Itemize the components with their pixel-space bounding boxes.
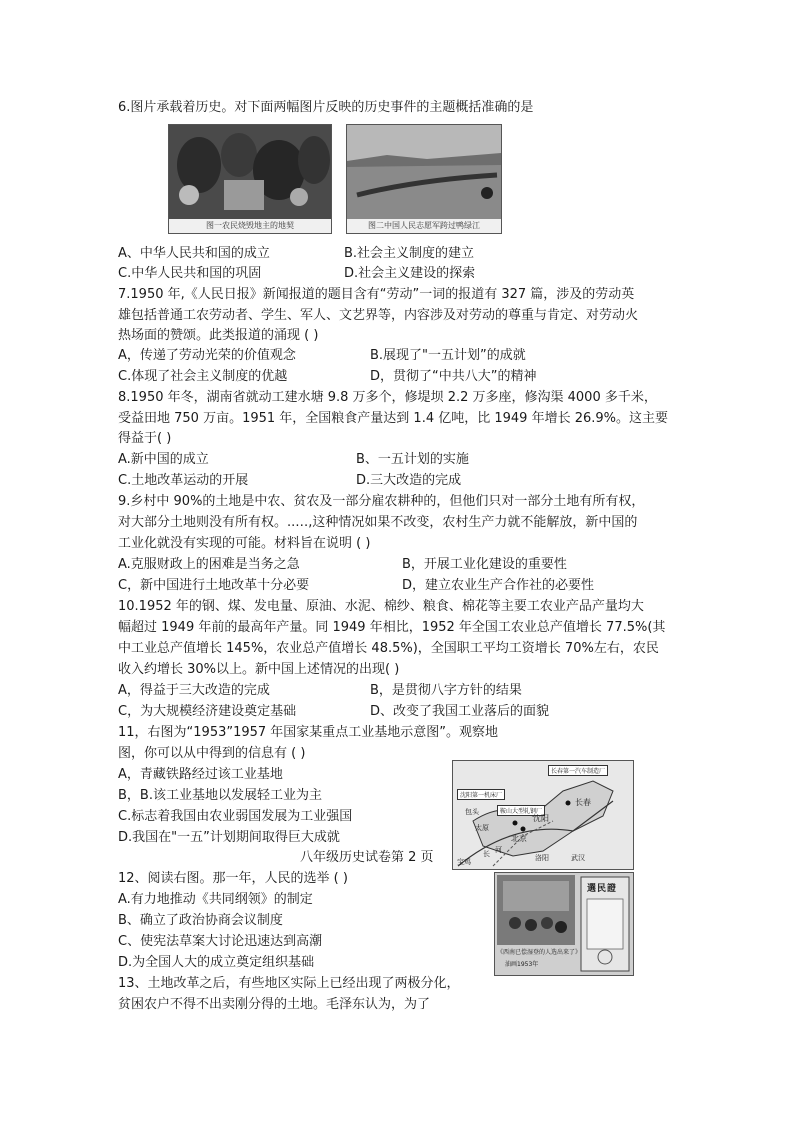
river-bridge-image xyxy=(347,125,501,233)
industrial-base-map xyxy=(452,760,634,870)
map-label-wuhan: 武汉 xyxy=(571,854,585,862)
q10-line3: 中工业总产值增长 145%，农业总产值增长 48.5%)，全国职工平均工资增长 70%左右，农民 xyxy=(118,641,659,656)
q7-option-b[interactable]: B.展现了"一五计划”的成就 xyxy=(370,348,526,363)
q7-line1: 7.1950 年,《人民日报》新闻报道的题目含有“劳动”一词的报道有 327 篇，涉及的劳动英 xyxy=(118,287,635,302)
q9-line3: 工业化就没有实现的可能。材料旨在说明 ( ) xyxy=(118,536,371,551)
q9-option-c[interactable]: C，新中国进行土地改革十分必要 xyxy=(118,578,310,593)
map-label-luoyang: 洛阳 xyxy=(535,854,549,862)
q10-line1: 10.1952 年的钢、煤、发电量、原油、水泥、棉纱、粮食、棉花等主要工农业产品产量均大 xyxy=(118,599,644,614)
q11-line1: 11，右图为“1953”1957 年国家某重点工业基地示意图”。观察地 xyxy=(118,725,499,740)
q10-option-a[interactable]: A，得益于三大改造的完成 xyxy=(118,683,270,698)
q9-option-d[interactable]: D，建立农业生产合作社的必要性 xyxy=(402,578,595,593)
q12-line1: 12、阅读右图。那一年，人民的选举 ( ) xyxy=(118,871,348,886)
painting-caption: 《西南已偿湿登的人选出来了》 xyxy=(497,949,582,956)
q10-line4: 收入约增长 30%以上。新中国上述情况的出现( ) xyxy=(118,662,400,677)
map-label-chang: 长 xyxy=(483,850,490,858)
map-label-shenyang-machine: 沈阳第一机床厂 xyxy=(457,789,505,800)
q11-option-d[interactable]: D.我国在"一五”计划期间取得巨大成就 xyxy=(118,830,340,845)
q8-option-d[interactable]: D.三大改造的完成 xyxy=(356,473,462,488)
q8-option-c[interactable]: C.土地改革运动的开展 xyxy=(118,473,249,488)
q7-option-a[interactable]: A，传递了劳动光荣的价值观念 xyxy=(118,348,296,363)
q10-option-c[interactable]: C，为大规模经济建设奠定基础 xyxy=(118,704,297,719)
election-image xyxy=(494,872,634,976)
q9-line2: 对大部分土地则没有所有权。..…,这种情况如果不改变，农村生产力就不能解放，新中国的 xyxy=(118,515,638,530)
q8-line2: 受益田地 750 万亩。1951 年，全国粮食产量达到 1.4 亿吨，比 1949 年增长 26.9%。这主要 xyxy=(118,411,669,426)
q10-option-b[interactable]: B，是贯彻八字方针的结果 xyxy=(370,683,522,698)
q12-option-b[interactable]: B、确立了政治协商会议制度 xyxy=(118,913,283,928)
map-label-baoji: 宝鸡 xyxy=(457,858,471,866)
q7-line3: 热场面的赞颂。此类报道的涌现 ( ) xyxy=(118,328,319,343)
map-label-beijing: 北京 xyxy=(511,834,527,843)
q8-line1: 8.1950 年冬，湖南省就动工建水塘 9.8 万多个，修堤坝 2.2 万多座，修沟渠 4000 多千米， xyxy=(118,390,657,405)
map-label-changchun: 长春 xyxy=(575,798,591,807)
q13-line1: 13、土地改革之后，有些地区实际上已经出现了两极分化， xyxy=(118,976,460,991)
photo2-caption: 图二中国人民志愿军跨过鸭绿江 xyxy=(347,219,501,233)
q11-option-c[interactable]: C.标志着我国由农业弱国发展为工业强国 xyxy=(118,809,353,824)
q8-option-a[interactable]: A.新中国的成立 xyxy=(118,452,209,467)
crowd-photo-image xyxy=(169,125,331,233)
photo-burning-deeds xyxy=(168,124,332,234)
q13-line2: 贫困农户不得不出卖刚分得的土地。毛泽东认为，为了 xyxy=(118,997,431,1012)
q6-option-d[interactable]: D.社会主义建设的探索 xyxy=(344,266,476,281)
q7-option-c[interactable]: C.体现了社会主义制度的优越 xyxy=(118,369,288,384)
q9-option-a[interactable]: A.克服财政上的困难是当务之急 xyxy=(118,557,300,572)
page-footer: 八年级历史试卷第 2 页 xyxy=(300,850,434,865)
q6-option-c[interactable]: C.中华人民共和国的巩固 xyxy=(118,266,262,281)
q11-option-a[interactable]: A，青藏铁路经过该工业基地 xyxy=(118,767,283,782)
q8-line3: 得益于( ) xyxy=(118,431,172,446)
map-label-taiyuan: 太原 xyxy=(475,824,489,832)
q6-stem: 6.图片承载着历史。对下面两幅图片反映的历史事件的主题概括准确的是 xyxy=(118,100,534,115)
map-label-he: 河 xyxy=(495,846,502,854)
q6-option-b[interactable]: B.社会主义制度的建立 xyxy=(344,246,475,261)
q7-option-d[interactable]: D，贯彻了“中共八大”的精神 xyxy=(370,369,537,384)
q8-option-b[interactable]: B、一五计划的实施 xyxy=(356,452,469,467)
q7-line2: 雄包括普通工农劳动者、学生、军人、文艺界等，内容涉及对劳动的尊重与肯定、对劳动火 xyxy=(118,308,639,323)
painting-sub-caption: 油画1953年 xyxy=(505,961,539,968)
photo-volunteers-crossing xyxy=(346,124,502,234)
q11-line2: 图，你可以从中得到的信息有 ( ) xyxy=(118,746,306,761)
voter-card-title: 選民證 xyxy=(587,884,618,894)
map-label-shenyang: 沈阳 xyxy=(533,814,549,823)
q12-option-d[interactable]: D.为全国人大的成立奠定组织基础 xyxy=(118,955,315,970)
q12-option-a[interactable]: A.有力地推动《共同纲领》的制定 xyxy=(118,892,313,907)
q9-option-b[interactable]: B，开展工业化建设的重要性 xyxy=(402,557,567,572)
map-label-anshan-steel: 鞍山大型轧钢厂 xyxy=(497,805,545,816)
photo1-caption: 图一农民烧毁地主的地契 xyxy=(169,219,331,233)
map-label-baotou: 包头 xyxy=(465,808,479,816)
q6-option-a[interactable]: A、中华人民共和国的成立 xyxy=(118,246,270,261)
q10-line2: 幅超过 1949 年前的最高年产量。同 1949 年相比，1952 年全国工农业总产值增长 77.5%(其 xyxy=(118,620,666,635)
q12-option-c[interactable]: C、使宪法草案大讨论迅速达到高潮 xyxy=(118,934,323,949)
map-label-changchun-auto: 长春第一汽车制造厂 xyxy=(548,765,608,776)
q11-option-b[interactable]: B，B.该工业基地以发展轻工业为主 xyxy=(118,788,322,803)
q10-option-d[interactable]: D、改变了我国工业落后的面貌 xyxy=(370,704,550,719)
q9-line1: 9.乡村中 90%的土地是中农、贫农及一部分雇农耕种的，但他们只对一部分土地有所有权， xyxy=(118,494,645,509)
